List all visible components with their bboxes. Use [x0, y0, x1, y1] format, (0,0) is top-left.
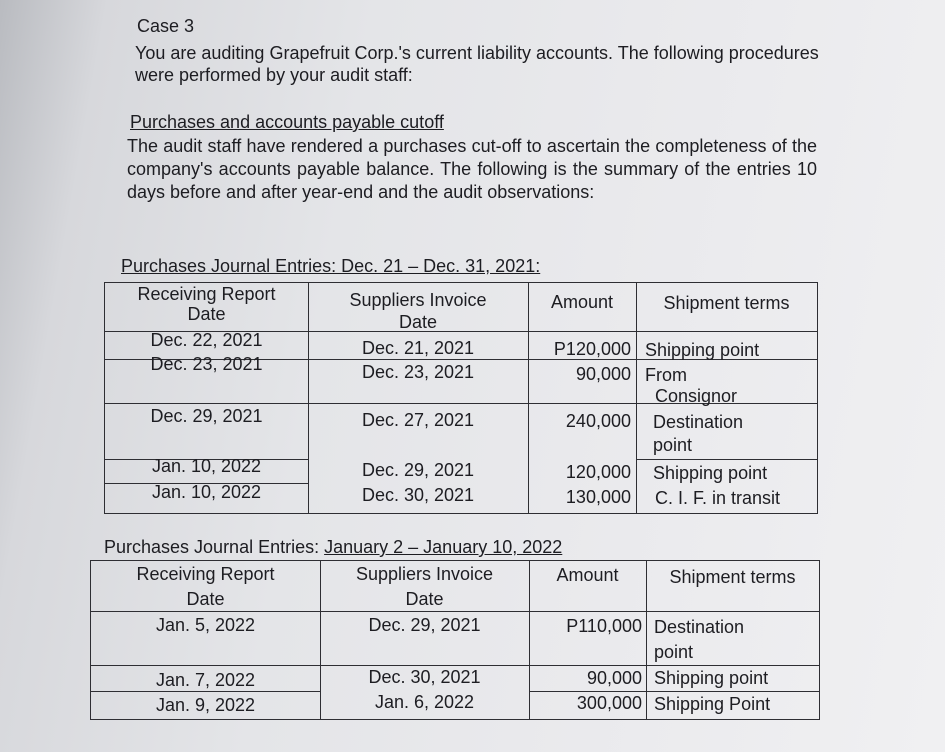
header-amount: Amount	[550, 292, 614, 312]
row4-terms: Shipping point	[653, 463, 768, 483]
header-invoice: Suppliers Invoice	[349, 290, 487, 310]
header-invoice: Suppliers Invoice	[355, 564, 494, 584]
header-terms: Shipment terms	[663, 293, 790, 313]
row2-terms-line1: From	[645, 365, 687, 385]
row2-amount: 90,000	[575, 364, 631, 384]
table2-title	[104, 537, 562, 558]
purchases-table-jan	[90, 560, 820, 720]
row4-receiving: Jan. 10, 2022	[151, 456, 262, 476]
row2-receiving: Jan. 7, 2022	[155, 670, 256, 690]
row5-invoice: Dec. 30, 2021	[361, 485, 475, 505]
row1-terms: Shipping point	[645, 340, 760, 360]
row3-amount: 300,000	[576, 693, 642, 713]
row3-invoice: Jan. 6, 2022	[374, 692, 475, 712]
row1-terms-line2: point	[654, 642, 694, 662]
header-receiving: Receiving Report	[137, 284, 276, 304]
row4-amount: 120,000	[565, 462, 631, 482]
row3-receiving: Jan. 9, 2022	[155, 695, 256, 715]
section-heading: Purchases and accounts payable cutoff	[130, 112, 444, 132]
row5-amount: 130,000	[565, 487, 631, 507]
row3-terms-line1: Destination	[653, 412, 744, 432]
header-amount: Amount	[556, 565, 619, 585]
row2-receiving: Dec. 23, 2021	[150, 354, 263, 374]
intro-text: You are auditing Grapefruit Corp.'s current liability accounts. The following procedures were performed by your audit staff:	[135, 43, 819, 85]
row3-terms: Shipping Point	[654, 694, 771, 714]
row1-terms-line1: Destination	[654, 617, 745, 637]
header-invoice-date: Date	[398, 312, 438, 332]
row2-invoice: Dec. 23, 2021	[361, 362, 475, 382]
col-divider	[636, 283, 637, 513]
row1-receiving: Dec. 22, 2021	[150, 330, 263, 350]
header-receiving-date: Date	[187, 304, 226, 324]
row3-receiving: Dec. 29, 2021	[150, 406, 263, 426]
purchases-table-dec	[104, 282, 818, 514]
row-divider	[636, 459, 817, 460]
header-receiving: Receiving Report	[136, 564, 275, 584]
row3-invoice: Dec. 27, 2021	[361, 410, 475, 430]
table2-title-prefix: Purchases Journal Entries:	[104, 537, 325, 557]
row2-amount: 90,000	[586, 668, 642, 688]
row2-invoice: Dec. 30, 2021	[368, 667, 481, 687]
case-title: Case 3	[137, 16, 195, 36]
header-receiving-date: Date	[186, 589, 225, 609]
row3-amount: 240,000	[565, 411, 631, 431]
table1-title: Purchases Journal Entries: Dec. 21 – Dec. 31, 2021:	[121, 256, 541, 276]
row2-terms: Shipping point	[654, 668, 769, 688]
row1-amount: P110,000	[566, 616, 642, 636]
row1-invoice: Dec. 21, 2021	[361, 338, 475, 358]
row1-amount: P120,000	[553, 339, 631, 359]
header-terms: Shipment terms	[669, 567, 796, 587]
header-divider	[91, 611, 819, 612]
row5-terms: C. I. F. in transit	[655, 488, 781, 508]
row5-receiving: Jan. 10, 2022	[151, 482, 262, 502]
row4-invoice: Dec. 29, 2021	[361, 460, 475, 480]
header-invoice-date: Date	[405, 589, 444, 609]
cutoff-paragraph: The audit staff have rendered a purchases cut-off to ascertain the completeness of the company's accounts payable balance. The following is the summary of the entries 10 days before and after year-end and the audit observations:	[127, 136, 817, 202]
row-divider	[91, 691, 320, 692]
table2-title-range: January 2 – January 10, 2022	[324, 537, 563, 557]
row1-invoice: Dec. 29, 2021	[368, 615, 481, 635]
row3-terms-line2: point	[653, 435, 693, 455]
row2-terms-line2: Consignor	[655, 386, 738, 406]
row1-receiving: Jan. 5, 2022	[155, 615, 256, 635]
